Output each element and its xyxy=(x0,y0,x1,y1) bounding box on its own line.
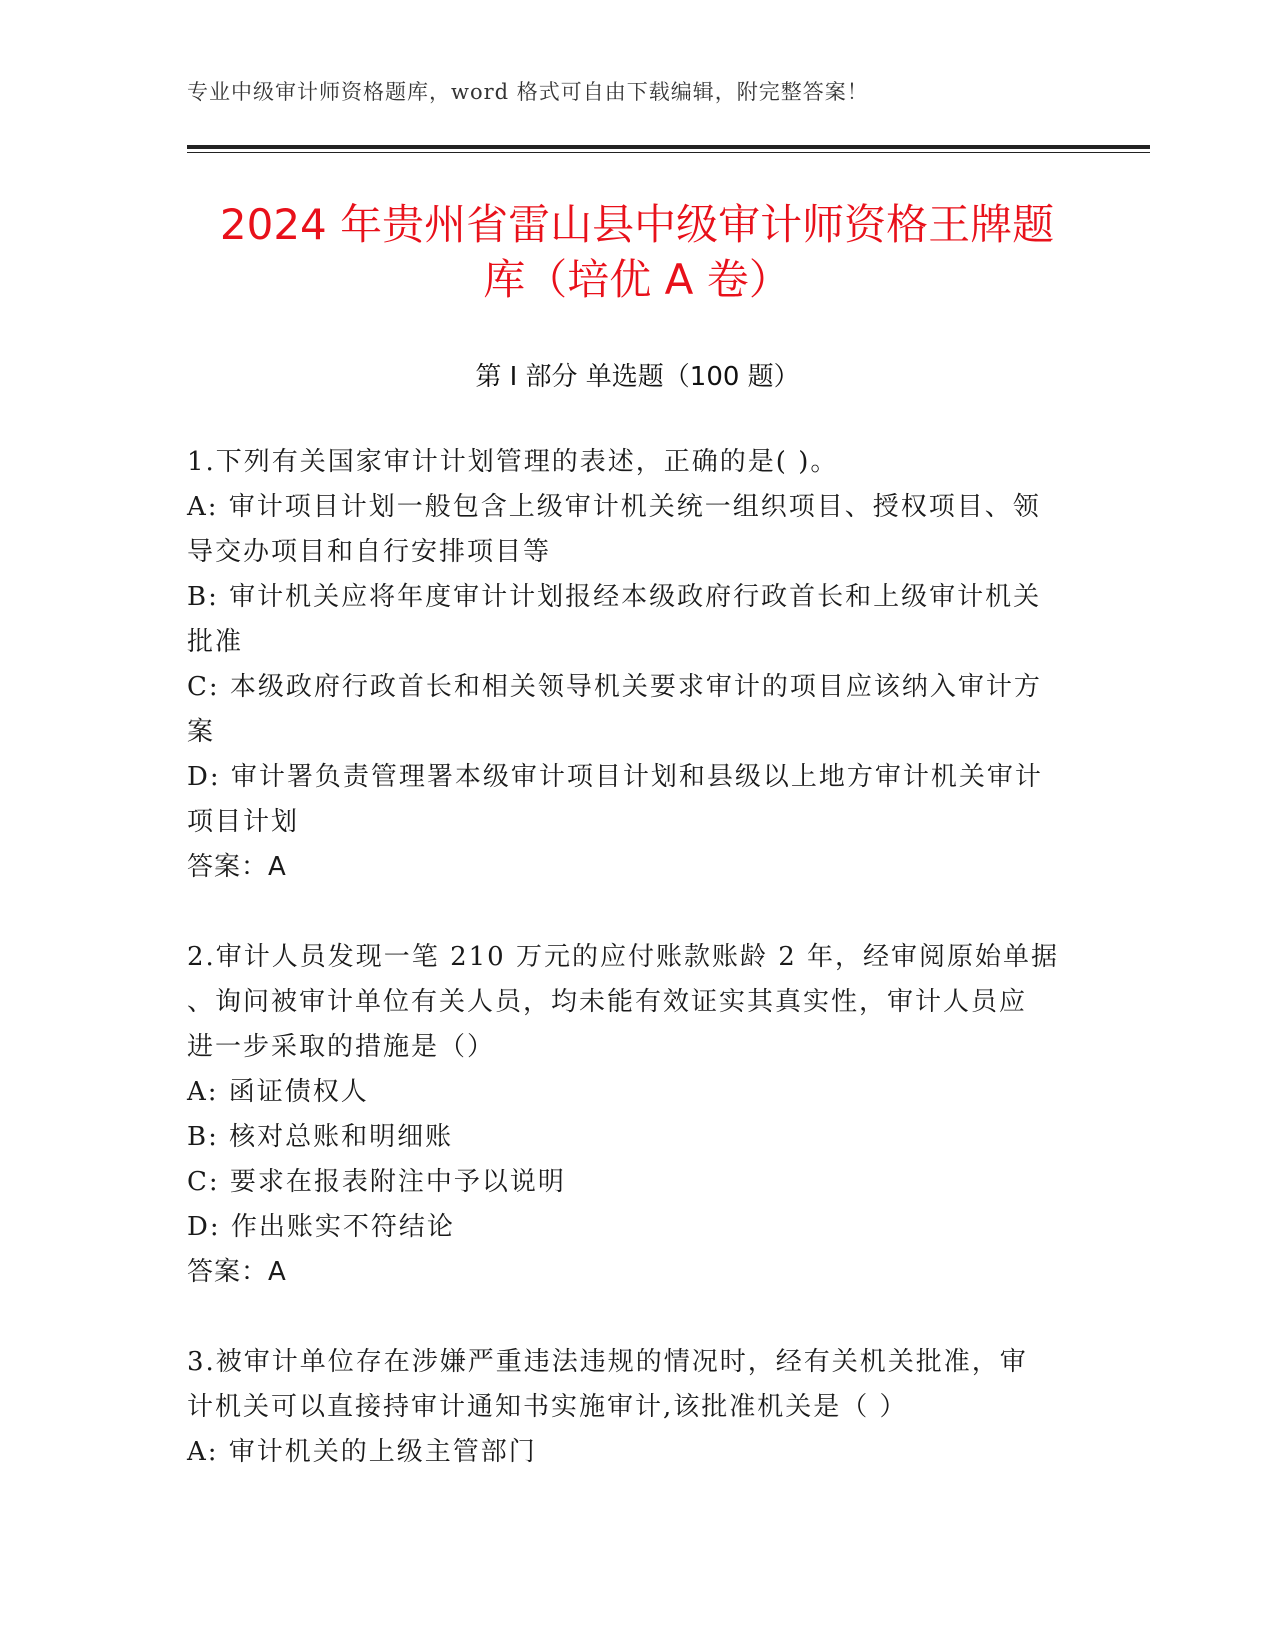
question-item xyxy=(187,440,1067,890)
answer: 答案：A xyxy=(187,852,287,882)
title-line-1: 2024 年贵州省雷山县中级审计师资格王牌题 xyxy=(219,200,1055,249)
option-a: A: 函证债权人 xyxy=(187,1077,369,1107)
question-stem-continued: 进一步采取的措施是（） xyxy=(187,1032,496,1062)
option-d-continued: 项目计划 xyxy=(187,807,300,837)
question-spacer xyxy=(187,890,1067,935)
option-a: A: 审计机关的上级主管部门 xyxy=(187,1437,537,1467)
option-c: C: 本级政府行政首长和相关领导机关要求审计的项目应该纳入审计方 xyxy=(187,672,1042,702)
option-d: D: 作出账实不符结论 xyxy=(187,1212,455,1242)
question-stem: 2.审计人员发现一笔 210 万元的应付账款账龄 2 年，经审阅原始单据 xyxy=(187,942,1060,972)
option-d: D: 审计署负责管理署本级审计项目计划和县级以上地方审计机关审计 xyxy=(187,762,1043,792)
option-b: B: 审计机关应将年度审计计划报经本级政府行政首长和上级审计机关 xyxy=(187,582,1042,612)
question-spacer xyxy=(187,1295,1067,1340)
question-item xyxy=(187,935,1067,1295)
header-note: 专业中级审计师资格题库，word 格式可自由下载编辑，附完整答案！ xyxy=(187,80,869,104)
answer: 答案：A xyxy=(187,1257,287,1287)
document-title xyxy=(137,197,1137,307)
header-rule-thick xyxy=(187,145,1150,149)
option-b: B: 核对总账和明细账 xyxy=(187,1122,454,1152)
question-list xyxy=(187,440,1067,1475)
question-stem: 3.被审计单位存在涉嫌严重违法违规的情况时，经有关机关批准，审 xyxy=(187,1347,1028,1377)
option-a: A: 审计项目计划一般包含上级审计机关统一组织项目、授权项目、领 xyxy=(187,492,1041,522)
question-item xyxy=(187,1340,1067,1475)
header-rule-thin xyxy=(187,152,1150,153)
question-stem-continued: 计机关可以直接持审计通知书实施审计,该批准机关是（ ） xyxy=(187,1392,908,1422)
option-c-continued: 案 xyxy=(187,717,216,747)
option-c: C: 要求在报表附注中予以说明 xyxy=(187,1167,566,1197)
option-b-continued: 批准 xyxy=(187,627,244,657)
question-stem-continued: 、询问被审计单位有关人员，均未能有效证实其真实性，审计人员应 xyxy=(187,987,1028,1017)
section-title: 第 I 部分 单选题（100 题） xyxy=(475,362,800,392)
option-a-continued: 导交办项目和自行安排项目等 xyxy=(187,537,552,567)
question-stem: 1.下列有关国家审计计划管理的表述，正确的是( )。 xyxy=(187,447,839,477)
title-line-2: 库（培优 A 卷） xyxy=(483,255,791,304)
